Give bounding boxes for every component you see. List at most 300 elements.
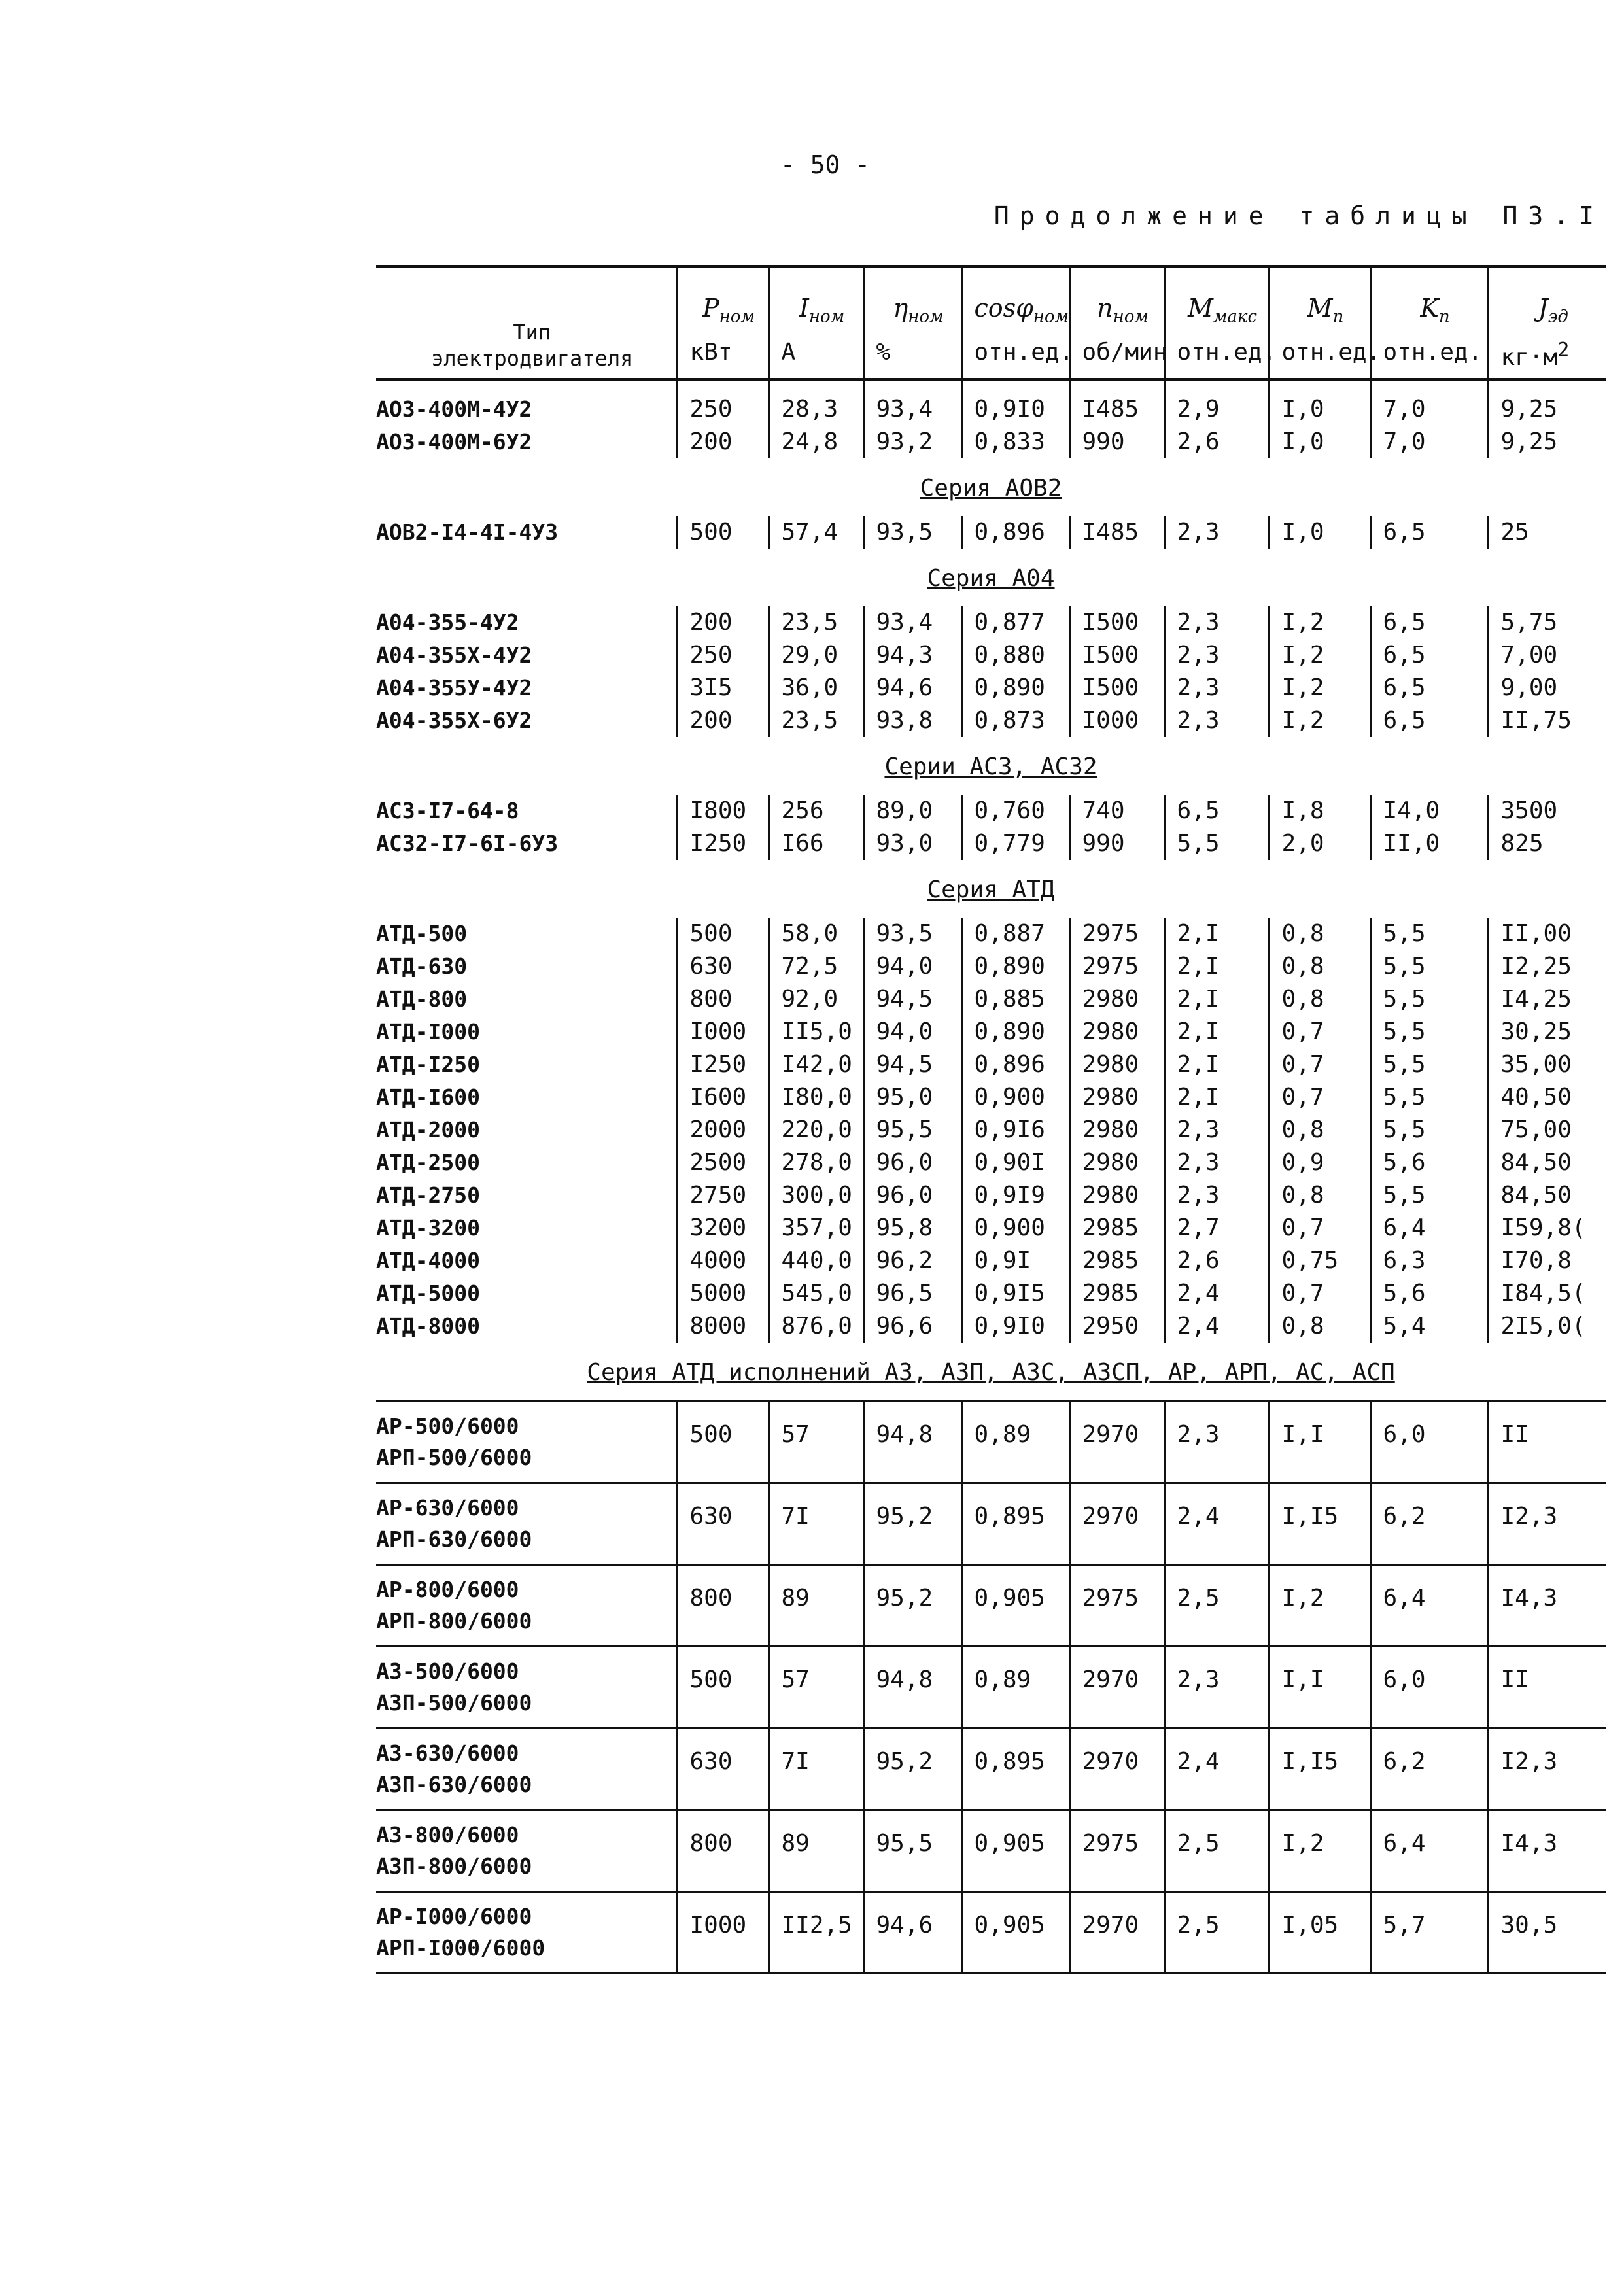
unit-cell: кВт bbox=[677, 334, 769, 380]
value-cell: I500 bbox=[1069, 606, 1164, 639]
value-cell: 5,5 bbox=[1370, 950, 1488, 983]
value-cell: 0,905 bbox=[961, 1892, 1069, 1974]
value-cell: 92,0 bbox=[769, 983, 863, 1016]
value-cell: 9,25 bbox=[1488, 426, 1606, 458]
value-cell: I,I bbox=[1269, 1402, 1370, 1483]
value-cell: I,2 bbox=[1269, 704, 1370, 737]
value-cell: 0,905 bbox=[961, 1565, 1069, 1647]
value-cell: 95,8 bbox=[863, 1212, 961, 1245]
header-m-p: $M_п$ bbox=[1269, 267, 1370, 334]
value-cell: 2,3 bbox=[1164, 516, 1269, 549]
series-heading-row bbox=[376, 549, 1606, 594]
value-cell: 6,0 bbox=[1370, 1402, 1488, 1483]
value-cell: 5,5 bbox=[1370, 1114, 1488, 1146]
value-cell: 2,3 bbox=[1164, 606, 1269, 639]
value-cell: I84,5( bbox=[1488, 1277, 1606, 1310]
series-heading-row bbox=[376, 737, 1606, 783]
value-cell: 6,5 bbox=[1370, 516, 1488, 549]
value-cell: 57 bbox=[769, 1647, 863, 1729]
value-cell: 500 bbox=[677, 1402, 769, 1483]
table-row bbox=[376, 983, 1606, 1016]
table-row bbox=[376, 1212, 1606, 1245]
table-row bbox=[376, 1146, 1606, 1179]
value-cell: II bbox=[1488, 1402, 1606, 1483]
table-continuation-label: Продолжение таблицы ПЗ.I bbox=[993, 201, 1604, 230]
value-cell: I42,0 bbox=[769, 1048, 863, 1081]
header-n-nom: $n_{ном}$ bbox=[1069, 267, 1164, 334]
motor-type-cell: АОЗ-400М-6У2 bbox=[376, 429, 532, 455]
series-heading-row bbox=[376, 860, 1606, 906]
value-cell: 94,6 bbox=[863, 672, 961, 704]
series-ac3-heading bbox=[376, 737, 1606, 783]
value-cell: 6,4 bbox=[1370, 1565, 1488, 1647]
value-cell: 5,4 bbox=[1370, 1310, 1488, 1343]
table-row bbox=[376, 606, 1606, 639]
value-cell: 0,890 bbox=[961, 672, 1069, 704]
value-cell: 440,0 bbox=[769, 1245, 863, 1277]
value-cell: 23,5 bbox=[769, 704, 863, 737]
value-cell: 0,8 bbox=[1269, 1179, 1370, 1212]
motor-type-name: АР-I000/6000 bbox=[376, 1904, 532, 1929]
motor-type-cell: АТД-2000 bbox=[376, 1117, 480, 1143]
header-k-p: $K_п$ bbox=[1370, 267, 1488, 334]
motor-type-cell: АТД-I250 bbox=[376, 1052, 480, 1077]
motor-type-name: АР-500/6000 bbox=[376, 1413, 519, 1439]
page-number: - 50 - bbox=[780, 150, 871, 179]
value-cell: 0,7 bbox=[1269, 1212, 1370, 1245]
value-cell: 75,00 bbox=[1488, 1114, 1606, 1146]
value-cell: 0,880 bbox=[961, 639, 1069, 672]
value-cell: I,I5 bbox=[1269, 1729, 1370, 1810]
motor-type-cell: АТД-5000 bbox=[376, 1281, 480, 1306]
value-cell: 4000 bbox=[677, 1245, 769, 1277]
value-cell: 94,8 bbox=[863, 1402, 961, 1483]
value-cell: 72,5 bbox=[769, 950, 863, 983]
value-cell: 2,3 bbox=[1164, 1146, 1269, 1179]
motor-type-cell: АТД-I000 bbox=[376, 1019, 480, 1044]
value-cell: I,2 bbox=[1269, 672, 1370, 704]
value-cell: II5,0 bbox=[769, 1016, 863, 1048]
value-cell: I,8 bbox=[1269, 795, 1370, 827]
motor-type-cell: А04-355-4У2 bbox=[376, 610, 519, 635]
value-cell: 35,00 bbox=[1488, 1048, 1606, 1081]
table-row bbox=[376, 1179, 1606, 1212]
value-cell: 0,9I0 bbox=[961, 380, 1069, 426]
value-cell: 200 bbox=[677, 426, 769, 458]
value-cell: 2,5 bbox=[1164, 1810, 1269, 1892]
value-cell: 2,3 bbox=[1164, 1402, 1269, 1483]
value-cell: I66 bbox=[769, 827, 863, 860]
value-cell: 0,75 bbox=[1269, 1245, 1370, 1277]
value-cell: 357,0 bbox=[769, 1212, 863, 1245]
value-cell: I,2 bbox=[1269, 606, 1370, 639]
value-cell: I,2 bbox=[1269, 1810, 1370, 1892]
value-cell: 5,6 bbox=[1370, 1146, 1488, 1179]
value-cell: II bbox=[1488, 1647, 1606, 1729]
table-row bbox=[376, 1310, 1606, 1343]
value-cell: 6,4 bbox=[1370, 1810, 1488, 1892]
value-cell: 200 bbox=[677, 704, 769, 737]
unit-cell: отн.ед. bbox=[1370, 334, 1488, 380]
value-cell: 0,89 bbox=[961, 1647, 1069, 1729]
value-cell: 6,2 bbox=[1370, 1729, 1488, 1810]
value-cell: 2,3 bbox=[1164, 639, 1269, 672]
value-cell: 0,7 bbox=[1269, 1048, 1370, 1081]
value-cell: I4,3 bbox=[1488, 1810, 1606, 1892]
value-cell: I250 bbox=[677, 827, 769, 860]
value-cell: 0,873 bbox=[961, 704, 1069, 737]
motor-type-cell: АТД-3200 bbox=[376, 1215, 480, 1241]
motor-type-name: АР-800/6000 bbox=[376, 1577, 519, 1602]
value-cell: 94,6 bbox=[863, 1892, 961, 1974]
header-m-max: $M_{макс}$ bbox=[1164, 267, 1269, 334]
value-cell: 2985 bbox=[1069, 1277, 1164, 1310]
series-title: Серия А04 bbox=[927, 565, 1055, 592]
value-cell: 6,5 bbox=[1164, 795, 1269, 827]
value-cell: I,2 bbox=[1269, 1565, 1370, 1647]
value-cell: I,0 bbox=[1269, 426, 1370, 458]
table-row bbox=[376, 1810, 1606, 1892]
value-cell: 95,5 bbox=[863, 1810, 961, 1892]
value-cell: 5,5 bbox=[1370, 918, 1488, 950]
value-cell: 2975 bbox=[1069, 1810, 1164, 1892]
table-row bbox=[376, 1729, 1606, 1810]
value-cell: I,0 bbox=[1269, 516, 1370, 549]
motor-type-name: АЗ-800/6000 bbox=[376, 1822, 519, 1848]
value-cell: 8000 bbox=[677, 1310, 769, 1343]
value-cell: 2750 bbox=[677, 1179, 769, 1212]
value-cell: 5,6 bbox=[1370, 1277, 1488, 1310]
value-cell: I,I bbox=[1269, 1647, 1370, 1729]
motor-type-cell: АОЗ-400М-4У2 bbox=[376, 396, 532, 422]
value-cell: 6,5 bbox=[1370, 704, 1488, 737]
value-cell: 0,8 bbox=[1269, 918, 1370, 950]
table-row bbox=[376, 704, 1606, 737]
value-cell: 990 bbox=[1069, 827, 1164, 860]
value-cell: 96,5 bbox=[863, 1277, 961, 1310]
value-cell: 0,9I9 bbox=[961, 1179, 1069, 1212]
value-cell: 2980 bbox=[1069, 1016, 1164, 1048]
motor-type-cell bbox=[376, 1729, 677, 1810]
value-cell: 2,7 bbox=[1164, 1212, 1269, 1245]
value-cell: I2,25 bbox=[1488, 950, 1606, 983]
table-row bbox=[376, 1016, 1606, 1048]
value-cell: 3500 bbox=[1488, 795, 1606, 827]
value-cell: 0,7 bbox=[1269, 1277, 1370, 1310]
value-cell: 0,900 bbox=[961, 1081, 1069, 1114]
value-cell: 0,89 bbox=[961, 1402, 1069, 1483]
value-cell: 256 bbox=[769, 795, 863, 827]
value-cell: 0,9I0 bbox=[961, 1310, 1069, 1343]
value-cell: 200 bbox=[677, 606, 769, 639]
value-cell: 94,0 bbox=[863, 950, 961, 983]
value-cell: 300,0 bbox=[769, 1179, 863, 1212]
motor-type-name: АЗП-800/6000 bbox=[376, 1853, 532, 1879]
motor-type-cell: АТД-630 bbox=[376, 954, 468, 979]
value-cell: 250 bbox=[677, 639, 769, 672]
value-cell: 6,0 bbox=[1370, 1647, 1488, 1729]
value-cell: 2950 bbox=[1069, 1310, 1164, 1343]
value-cell: 7,0 bbox=[1370, 426, 1488, 458]
value-cell: 2,I bbox=[1164, 1016, 1269, 1048]
value-cell: 6,4 bbox=[1370, 1212, 1488, 1245]
value-cell: 0,9I bbox=[961, 1245, 1069, 1277]
value-cell: 2,3 bbox=[1164, 1647, 1269, 1729]
unit-cell-j: $кг\cdot м^2$ bbox=[1488, 334, 1606, 380]
value-cell: 0,7 bbox=[1269, 1016, 1370, 1048]
value-cell: 9,00 bbox=[1488, 672, 1606, 704]
motor-type-name: АЗП-630/6000 bbox=[376, 1772, 532, 1797]
value-cell: 28,3 bbox=[769, 380, 863, 426]
value-cell: 2980 bbox=[1069, 1081, 1164, 1114]
motor-type-cell bbox=[376, 1892, 677, 1974]
table-row bbox=[376, 516, 1606, 549]
value-cell: 0,90I bbox=[961, 1146, 1069, 1179]
value-cell: 93,4 bbox=[863, 380, 961, 426]
value-cell: I59,8( bbox=[1488, 1212, 1606, 1245]
value-cell: I70,8 bbox=[1488, 1245, 1606, 1277]
value-cell: 6,5 bbox=[1370, 606, 1488, 639]
series-aov2-heading bbox=[376, 458, 1606, 504]
value-cell: 0,887 bbox=[961, 918, 1069, 950]
unit-cell: отн.ед. bbox=[1164, 334, 1269, 380]
value-cell: 94,5 bbox=[863, 983, 961, 1016]
value-cell: 93,4 bbox=[863, 606, 961, 639]
value-cell: 95,2 bbox=[863, 1483, 961, 1565]
header-eta-nom: $\eta_{ном}$ bbox=[863, 267, 961, 334]
value-cell: 0,905 bbox=[961, 1810, 1069, 1892]
value-cell: I,05 bbox=[1269, 1892, 1370, 1974]
value-cell: 29,0 bbox=[769, 639, 863, 672]
table-row bbox=[376, 426, 1606, 458]
value-cell: 2,I bbox=[1164, 918, 1269, 950]
value-cell: 630 bbox=[677, 1729, 769, 1810]
value-cell: 2985 bbox=[1069, 1212, 1164, 1245]
value-cell: 2975 bbox=[1069, 918, 1164, 950]
value-cell: 89 bbox=[769, 1810, 863, 1892]
value-cell: I250 bbox=[677, 1048, 769, 1081]
spacer-row bbox=[376, 906, 1606, 918]
table-row bbox=[376, 1565, 1606, 1647]
motor-type-name: АРП-I000/6000 bbox=[376, 1935, 545, 1961]
unit-cell: отн.ед. bbox=[1269, 334, 1370, 380]
motor-type-name: АЗ-630/6000 bbox=[376, 1740, 519, 1766]
value-cell: I4,0 bbox=[1370, 795, 1488, 827]
value-cell: I,I5 bbox=[1269, 1483, 1370, 1565]
motor-type-name: АРП-500/6000 bbox=[376, 1445, 532, 1470]
value-cell: 0,8 bbox=[1269, 983, 1370, 1016]
value-cell: 7,0 bbox=[1370, 380, 1488, 426]
value-cell: 2000 bbox=[677, 1114, 769, 1146]
value-cell: 5000 bbox=[677, 1277, 769, 1310]
value-cell: 5,5 bbox=[1370, 1179, 1488, 1212]
value-cell: I2,3 bbox=[1488, 1483, 1606, 1565]
value-cell: 2,I bbox=[1164, 983, 1269, 1016]
motor-type-name: АЗ-500/6000 bbox=[376, 1659, 519, 1684]
motor-type-cell: А04-355Х-6У2 bbox=[376, 708, 532, 733]
value-cell: 2,3 bbox=[1164, 672, 1269, 704]
motor-type-cell bbox=[376, 1483, 677, 1565]
value-cell: 94,5 bbox=[863, 1048, 961, 1081]
type-column-header bbox=[376, 267, 677, 380]
value-cell: 95,0 bbox=[863, 1081, 961, 1114]
value-cell: 5,75 bbox=[1488, 606, 1606, 639]
value-cell: 220,0 bbox=[769, 1114, 863, 1146]
value-cell: 40,50 bbox=[1488, 1081, 1606, 1114]
value-cell: I485 bbox=[1069, 380, 1164, 426]
motor-type-cell: АТД-8000 bbox=[376, 1313, 480, 1339]
value-cell: 2,3 bbox=[1164, 1114, 1269, 1146]
value-cell: 23,5 bbox=[769, 606, 863, 639]
value-cell: 500 bbox=[677, 516, 769, 549]
value-cell: 95,2 bbox=[863, 1729, 961, 1810]
series-a04-heading bbox=[376, 549, 1606, 594]
value-cell: 0,760 bbox=[961, 795, 1069, 827]
value-cell: 2,4 bbox=[1164, 1729, 1269, 1810]
value-cell: 2,I bbox=[1164, 950, 1269, 983]
value-cell: 250 bbox=[677, 380, 769, 426]
value-cell: 740 bbox=[1069, 795, 1164, 827]
table-row bbox=[376, 1647, 1606, 1729]
table-row bbox=[376, 672, 1606, 704]
unit-cell: отн.ед. bbox=[961, 334, 1069, 380]
value-cell: 800 bbox=[677, 1565, 769, 1647]
value-cell: 96,0 bbox=[863, 1179, 961, 1212]
value-cell: 89,0 bbox=[863, 795, 961, 827]
value-cell: 3200 bbox=[677, 1212, 769, 1245]
value-cell: 2,4 bbox=[1164, 1310, 1269, 1343]
value-cell: 0,885 bbox=[961, 983, 1069, 1016]
value-cell: 0,779 bbox=[961, 827, 1069, 860]
value-cell: 500 bbox=[677, 918, 769, 950]
value-cell: 545,0 bbox=[769, 1277, 863, 1310]
type-label-line2: электродвигателя bbox=[431, 346, 633, 371]
value-cell: 2,I bbox=[1164, 1081, 1269, 1114]
value-cell: 94,0 bbox=[863, 1016, 961, 1048]
value-cell: I000 bbox=[677, 1016, 769, 1048]
motor-type-cell: А04-355У-4У2 bbox=[376, 675, 532, 700]
motor-type-name: АЗП-500/6000 bbox=[376, 1690, 532, 1715]
value-cell: 2500 bbox=[677, 1146, 769, 1179]
value-cell: 0,8 bbox=[1269, 1114, 1370, 1146]
value-cell: 2,5 bbox=[1164, 1892, 1269, 1974]
spacer-row bbox=[376, 783, 1606, 795]
value-cell: 0,9I5 bbox=[961, 1277, 1069, 1310]
value-cell: 0,895 bbox=[961, 1729, 1069, 1810]
unit-cell: % bbox=[863, 334, 961, 380]
value-cell: 0,877 bbox=[961, 606, 1069, 639]
motor-type-cell bbox=[376, 1647, 677, 1729]
motor-type-name: АР-630/6000 bbox=[376, 1495, 519, 1521]
value-cell: 0,895 bbox=[961, 1483, 1069, 1565]
value-cell: 0,8 bbox=[1269, 1310, 1370, 1343]
table-row bbox=[376, 1402, 1606, 1483]
table-row bbox=[376, 1114, 1606, 1146]
value-cell: 0,890 bbox=[961, 1016, 1069, 1048]
value-cell: I000 bbox=[677, 1892, 769, 1974]
value-cell: I4,3 bbox=[1488, 1565, 1606, 1647]
value-cell: 7,00 bbox=[1488, 639, 1606, 672]
value-cell: 2980 bbox=[1069, 983, 1164, 1016]
motor-type-cell: АТД-I600 bbox=[376, 1084, 480, 1110]
value-cell: 30,5 bbox=[1488, 1892, 1606, 1974]
value-cell: 0,7 bbox=[1269, 1081, 1370, 1114]
value-cell: 0,900 bbox=[961, 1212, 1069, 1245]
value-cell: 5,5 bbox=[1164, 827, 1269, 860]
value-cell: 2970 bbox=[1069, 1402, 1164, 1483]
motor-type-cell: АТД-2500 bbox=[376, 1150, 480, 1175]
unit-cell: А bbox=[769, 334, 863, 380]
value-cell: 94,8 bbox=[863, 1647, 961, 1729]
value-cell: 84,50 bbox=[1488, 1179, 1606, 1212]
series-heading-row bbox=[376, 458, 1606, 504]
value-cell: I600 bbox=[677, 1081, 769, 1114]
value-cell: 0,890 bbox=[961, 950, 1069, 983]
motor-type-cell: А04-355Х-4У2 bbox=[376, 642, 532, 668]
motor-type-cell: АТД-4000 bbox=[376, 1248, 480, 1273]
value-cell: 3I5 bbox=[677, 672, 769, 704]
value-cell: II2,5 bbox=[769, 1892, 863, 1974]
header-cos-nom: cosφ$_{ном}$ bbox=[961, 267, 1069, 334]
motor-type-cell bbox=[376, 1402, 677, 1483]
value-cell: 96,0 bbox=[863, 1146, 961, 1179]
value-cell: 36,0 bbox=[769, 672, 863, 704]
value-cell: 6,5 bbox=[1370, 639, 1488, 672]
table-body bbox=[376, 380, 1606, 1974]
value-cell: I,2 bbox=[1269, 639, 1370, 672]
value-cell: 0,8 bbox=[1269, 950, 1370, 983]
value-cell: 6,2 bbox=[1370, 1483, 1488, 1565]
table-row bbox=[376, 1277, 1606, 1310]
value-cell: I500 bbox=[1069, 672, 1164, 704]
value-cell: I,0 bbox=[1269, 380, 1370, 426]
value-cell: 57 bbox=[769, 1402, 863, 1483]
value-cell: 0,9 bbox=[1269, 1146, 1370, 1179]
value-cell: 30,25 bbox=[1488, 1016, 1606, 1048]
value-cell: 2975 bbox=[1069, 1565, 1164, 1647]
value-cell: I000 bbox=[1069, 704, 1164, 737]
value-cell: 95,2 bbox=[863, 1565, 961, 1647]
table-header bbox=[376, 267, 1606, 380]
table-row bbox=[376, 827, 1606, 860]
value-cell: 2980 bbox=[1069, 1114, 1164, 1146]
motor-type-name: АРП-630/6000 bbox=[376, 1526, 532, 1552]
value-cell: 2,I bbox=[1164, 1048, 1269, 1081]
value-cell: 2,4 bbox=[1164, 1277, 1269, 1310]
motor-type-cell bbox=[376, 1565, 677, 1647]
motor-type-name: АРП-800/6000 bbox=[376, 1608, 532, 1634]
header-j-ed: $J_{эд}$ bbox=[1488, 267, 1606, 334]
table-row bbox=[376, 918, 1606, 950]
series-title: Серия АОВ2 bbox=[920, 475, 1062, 502]
value-cell: 630 bbox=[677, 1483, 769, 1565]
value-cell: 2,3 bbox=[1164, 1179, 1269, 1212]
value-cell: 96,2 bbox=[863, 1245, 961, 1277]
table-row bbox=[376, 1892, 1606, 1974]
value-cell: 93,5 bbox=[863, 918, 961, 950]
series-heading-row bbox=[376, 1343, 1606, 1388]
header-i-nom: $I_{ном}$ bbox=[769, 267, 863, 334]
unit-cell: об/мин bbox=[1069, 334, 1164, 380]
value-cell: I485 bbox=[1069, 516, 1164, 549]
value-cell: 58,0 bbox=[769, 918, 863, 950]
value-cell: 96,6 bbox=[863, 1310, 961, 1343]
value-cell: 93,2 bbox=[863, 426, 961, 458]
series-title: Серия АТД bbox=[927, 876, 1055, 903]
motor-type-cell: АСЗ2-I7-6I-6УЗ bbox=[376, 831, 559, 856]
value-cell: 825 bbox=[1488, 827, 1606, 860]
value-cell: 7I bbox=[769, 1729, 863, 1810]
